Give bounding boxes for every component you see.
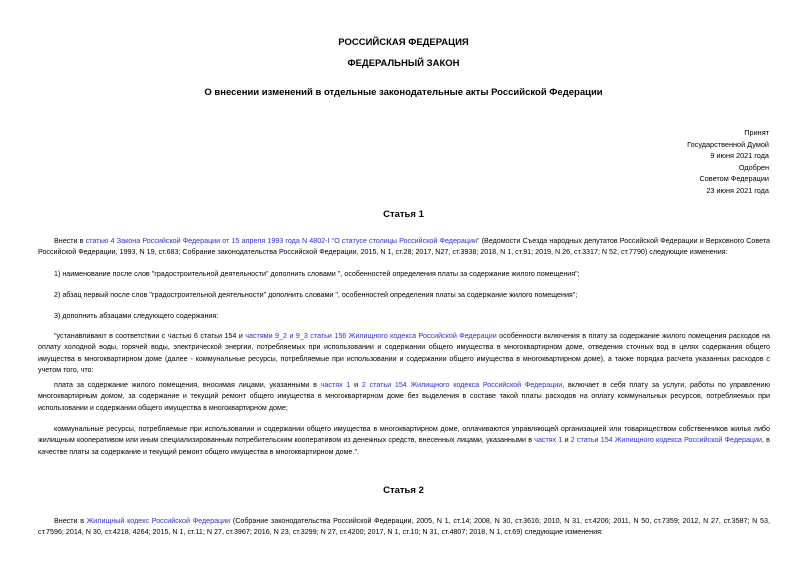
text: коммунальные ресурсы, потребляемые при использовании и содержании общего имущества в многоквартирном доме, оплачиваются управляющей организацией или товариществом собственников жилья либо жилищным кооперативом или иным специализированным потребительским кооперативом из денежных средств, внесенных лицами, указанными в (38, 425, 770, 445)
text: особенности включения в плату за содержание жилого помещения расходов на оплату холодной воды, горячей воды, электрической энергии, потребляемых при использовании и содержании общего имущества в многоквартирном доме, отведения сточных вод в целях содержания общего имущества в многоквартирном доме (далее - коммунальные ресурсы, потребляемые при использовании и содержании общего имущества в многоквартирном доме), а также порядка расчета указанных расходов с учетом того, что: (38, 332, 770, 375)
law-link[interactable]: 2 статьи 154 Жилищного кодекса Российской Федерации (570, 436, 762, 445)
adoption-block (687, 127, 769, 197)
header-law-type: ФЕДЕРАЛЬНЫЙ ЗАКОН (347, 58, 460, 69)
text: Внести в (54, 517, 87, 525)
law-title: О внесении изменений в отдельные законодательные акты Российской Федерации (204, 87, 603, 98)
article-1-heading: Статья 1 (383, 209, 424, 220)
article-1-intro (38, 236, 770, 259)
text: "устанавливают в соответствии с частью 6 статьи 154 и (54, 332, 246, 340)
text: , включает в себя плату за услуги, работы по управлению многоквартирным домом, за содержание и текущий ремонт общего имущества в многоквартирном доме без выделения в составе такой платы расходов на оплату коммунальных ресурсов, потребляемых при использовании и содержании общего имущества в многоквартирном доме; (38, 381, 770, 412)
quote-paragraph-1 (38, 331, 770, 377)
adoption-line: Одобрен (738, 162, 769, 172)
law-link[interactable]: статью 4 Закона Российской Федерации от 15 апреля 1993 года N 4802-I "О статусе столицы Российской Федерации" (85, 237, 480, 245)
article-2-intro (38, 516, 770, 539)
text: и (350, 381, 362, 389)
header-country: РОССИЙСКАЯ ФЕДЕРАЦИЯ (338, 37, 469, 48)
article-2-heading: Статья 2 (383, 485, 424, 496)
law-link[interactable]: 2 статьи 154 Жилищного кодекса Российской Федерации (361, 381, 563, 389)
adoption-line: Государственной Думой (687, 139, 769, 149)
law-link[interactable]: частями 9_2 и 9_3 статьи 156 Жилищного кодекса Российской Федерации (245, 332, 497, 340)
law-link[interactable]: частях 1 (320, 381, 351, 389)
article-1-item-3: 3) дополнить абзацами следующего содержания: (54, 312, 219, 320)
text: Внести в (54, 237, 86, 245)
text: и (562, 436, 571, 445)
text: (Ведомости Съезда народных депутатов Российской Федерации и Верховного Совета Российской Федерации, 1993, N 19, ст.683; Собрание законодательства Российской Федерации, 2015, N 1, ст.28; 2017, N27, ст.3938; 2018, N 1, ст.91; 2019, N 26, ст.3317; N 52, ст.7790) следующие изменения: (38, 237, 770, 257)
adoption-date: 9 июня 2021 года (710, 151, 769, 161)
text: плата за содержание жилого помещения, вносимая лицами, указанными в (54, 381, 321, 389)
article-1-item-2: 2) абзац первый после слов "градостроительной деятельности" дополнить словами ", особенностей определения платы за содержание жилого помещения"; (54, 291, 578, 299)
quote-paragraph-2 (38, 380, 770, 414)
law-link[interactable]: Жилищный кодекс Российской Федерации (86, 517, 231, 525)
adoption-line: Принят (744, 128, 769, 137)
text: (Собрание законодательства Российской Федерации, 2005, N 1, ст.14; 2008, N 30, ст.3616; 2010, N 31, ст.4206; 2011, N 50, ст.7359; 2012, N 27, ст.3587; N 53, ст.7596; 2014, N 30, ст.4218, 4264; 2015, N 1, ст.11; N 27, ст.3967; 2016, N 23, ст.3299; N 27, ст.4200; 2017, N 1, ст.10; N 31, ст.4807; 2018, N 1, ст.69) следующие изменения: (38, 517, 770, 537)
adoption-line: Советом Федерации (699, 174, 769, 184)
text: , в качестве платы за содержание и текущий ремонт общего имущества в многоквартирном доме.". (38, 436, 770, 456)
law-link[interactable]: частях 1 (534, 436, 563, 445)
adoption-date: 23 июня 2021 года (706, 185, 769, 195)
quote-paragraph-3 (38, 424, 770, 458)
article-1-item-1: 1) наименование после слов "градостроительной деятельности" дополнить словами ", особенностей определения платы за содержание жилого помещения"; (54, 270, 580, 278)
